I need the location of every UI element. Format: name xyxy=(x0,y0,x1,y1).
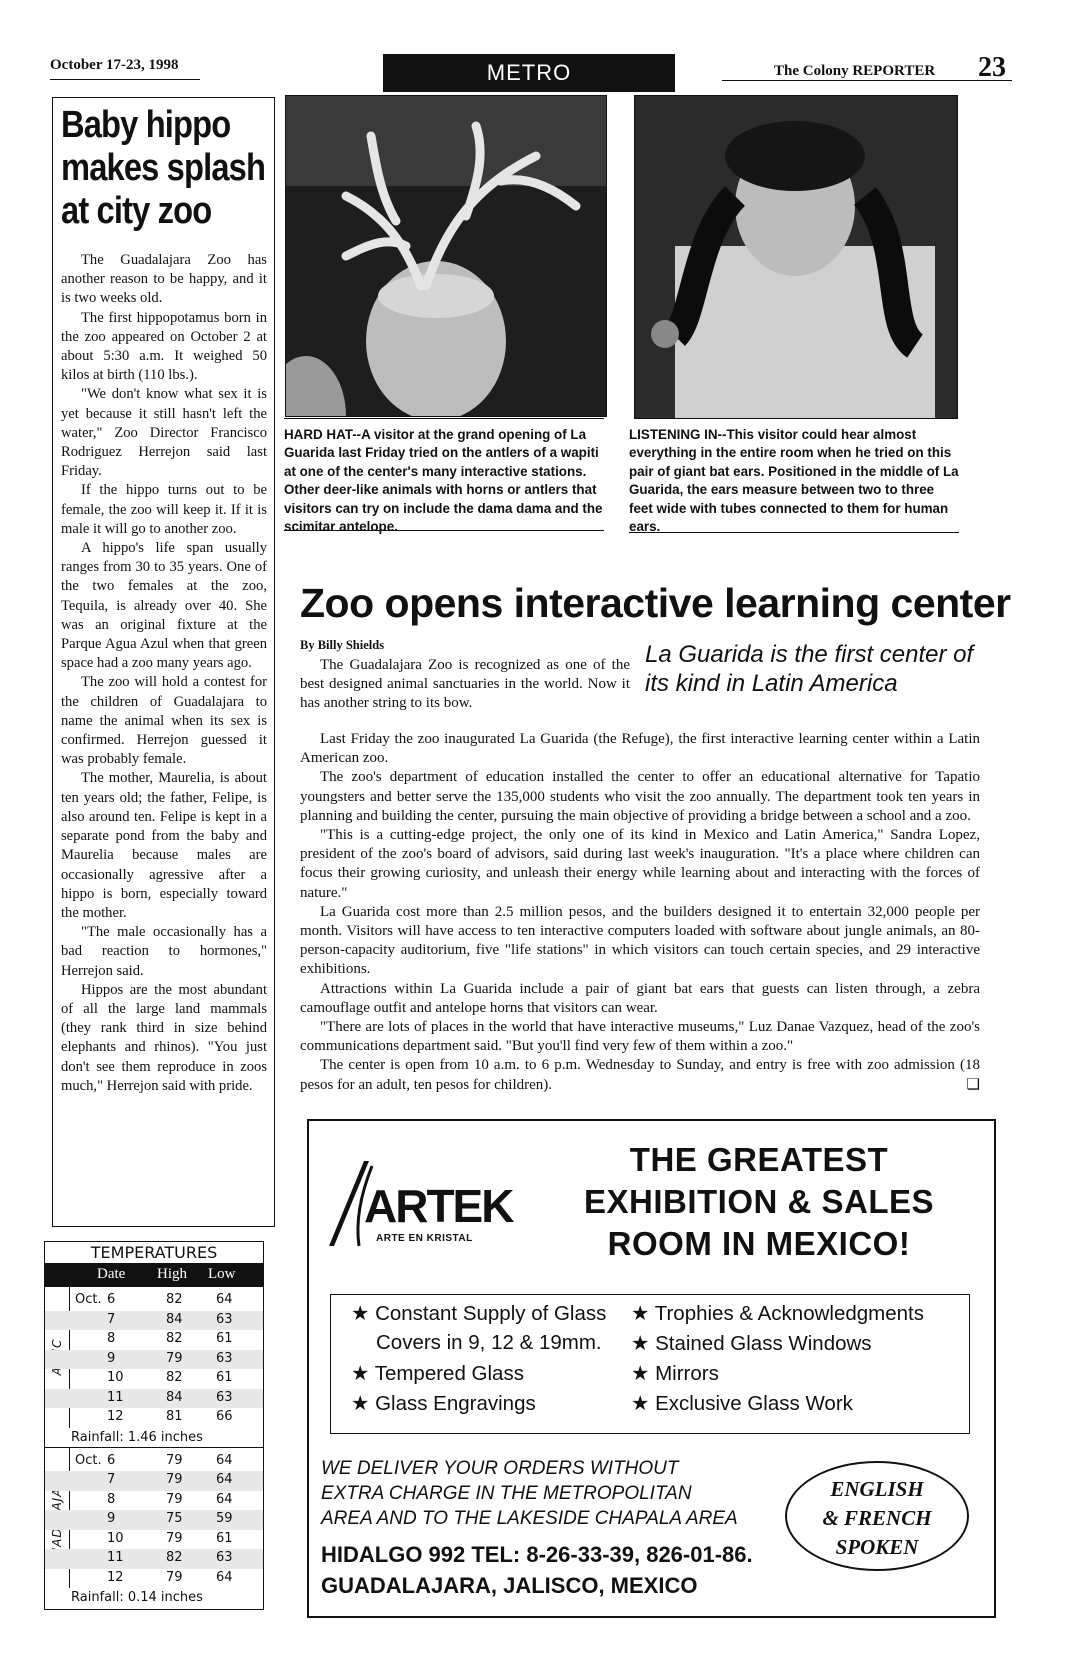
temperature-month: Oct. xyxy=(75,1452,102,1468)
header-rule-left xyxy=(50,79,200,80)
ad-delivery-line: AREA AND TO THE LAKESIDE CHAPALA AREA xyxy=(321,1508,738,1529)
issue-date: October 17-23, 1998 xyxy=(50,57,179,73)
ajijic-rows xyxy=(45,1291,263,1428)
languages-badge-line: SPOKEN xyxy=(835,1535,919,1559)
temperature-high: 84 xyxy=(166,1311,183,1327)
ad-service-item: ★ Tempered Glass xyxy=(351,1362,524,1385)
ad-service-item: Covers in 9, 12 & 19mm. xyxy=(376,1331,602,1354)
col-low: Low xyxy=(208,1266,236,1282)
temperature-row xyxy=(45,1510,263,1530)
hippo-paragraph: A hippo's life span usually ranges from 30 to 35 years. One of the two females at the zoo, Tequila, is already over 40. She was an original fixture at the Parque Agua Azul when that green space had a zoo many years ago. xyxy=(61,540,267,672)
hippo-paragraph: The first hippopotamus born in the zoo appeared on October 2 at about 5:30 a.m. It weighed 50 kilos at birth (110 lbs.). xyxy=(61,309,267,384)
zoo-paragraph: "This is a cutting-edge project, the only one of its kind in Mexico and Latin America," Sandra Lopez, president of the zoo's board of advisors, said during last week's inauguration. "It's a place where children can focus their growing curiosity, and unleash their energy while learning about and interacting with the forces of nature." xyxy=(300,827,980,901)
temperatures-title: TEMPERATURES xyxy=(90,1243,218,1262)
temperature-high: 79 xyxy=(166,1530,183,1546)
caption-rule-left-bottom xyxy=(284,530,604,531)
ajijic-block xyxy=(45,1286,263,1447)
header-rule-right xyxy=(722,80,1012,81)
temperature-day: 12 xyxy=(107,1409,124,1424)
temperature-high: 81 xyxy=(166,1409,183,1424)
temperature-high: 79 xyxy=(166,1472,183,1487)
temperature-row xyxy=(45,1569,263,1589)
ad-headline-line: THE GREATEST xyxy=(629,1141,889,1178)
end-mark-icon: ❑ xyxy=(966,1076,980,1093)
ad-address-line: HIDALGO 992 TEL: 8-26-33-39, 826-01-86. xyxy=(321,1542,753,1567)
zoo-paragraph: "There are lots of places in the world that have interactive museums," Luz Danae Vazquez, head of the zoo's communications department said. "But you'll find very few of them within a zoo." xyxy=(300,1019,980,1055)
ad-service-item: ★ Stained Glass Windows xyxy=(631,1332,872,1355)
bat-ears-photo xyxy=(634,95,958,419)
temperature-day: 10 xyxy=(107,1370,124,1385)
temperature-day: 11 xyxy=(107,1550,124,1565)
temperature-row xyxy=(45,1549,263,1569)
hippo-headline xyxy=(61,104,276,233)
zoo-paragraph xyxy=(300,1056,980,1094)
temperature-low: 63 xyxy=(216,1311,233,1327)
ad-services-box xyxy=(330,1294,970,1434)
temperature-low: 64 xyxy=(216,1491,233,1507)
ad-address xyxy=(321,1539,753,1601)
temperature-day: 7 xyxy=(107,1472,116,1487)
hippo-paragraph: If the hippo turns out to be female, the zoo will keep it. If it is male it will go to another zoo. xyxy=(61,482,267,537)
temperatures-column-headers xyxy=(45,1263,263,1286)
ad-address-line: GUADALAJARA, JALISCO, MEXICO xyxy=(321,1573,698,1598)
section-banner: METRO xyxy=(383,54,675,92)
hippo-headline-line: Baby hippo xyxy=(61,104,231,146)
temperature-low: 63 xyxy=(216,1389,233,1405)
hippo-headline-line: at city zoo xyxy=(61,190,212,232)
caption-hard-hat: HARD HAT--A visitor at the grand opening of La Guarida last Friday tried on the antlers of a wapiti at one of the center's many interactive stations. Other deer-like animals with horns or antlers that visitors can try on include the dama dama and the scimitar antelope. xyxy=(284,427,603,535)
ad-headline-line: EXHIBITION & SALES xyxy=(583,1183,935,1220)
hippo-paragraph: The Guadalajara Zoo has another reason to be happy, and it is two weeks old. xyxy=(61,252,267,307)
temperature-month: Oct. xyxy=(75,1292,102,1307)
col-high: High xyxy=(157,1266,187,1282)
temperature-low: 61 xyxy=(216,1530,233,1546)
ad-service-item: ★ Exclusive Glass Work xyxy=(631,1392,853,1415)
temperature-high: 82 xyxy=(166,1292,183,1307)
temperature-row xyxy=(45,1530,263,1550)
hippo-paragraph: The zoo will hold a contest for the children of Guadalajara to name the animal when its sex is confirmed. Herrejon guessed it was probably female. xyxy=(61,674,267,768)
artek-logo-text: ARTEK xyxy=(364,1180,513,1232)
temperature-day: 8 xyxy=(107,1491,116,1507)
zoo-pullquote: La Guarida is the first center of its kind in Latin America xyxy=(645,641,974,697)
temperature-row xyxy=(45,1330,263,1350)
temperature-low: 63 xyxy=(216,1350,233,1366)
temperature-row xyxy=(45,1369,263,1389)
artek-advertisement xyxy=(307,1119,996,1618)
caption-rule-right-bottom xyxy=(629,532,959,533)
page-number: 23 xyxy=(978,52,1006,83)
ad-service-item: ★ Mirrors xyxy=(631,1362,719,1385)
temperature-high: 84 xyxy=(166,1389,183,1405)
zoo-body xyxy=(300,730,980,1095)
temperature-row xyxy=(45,1471,263,1491)
temperature-day: 9 xyxy=(107,1350,116,1366)
temperature-low: 63 xyxy=(216,1550,233,1565)
temperature-low: 64 xyxy=(216,1292,233,1307)
temperature-row xyxy=(45,1452,263,1472)
languages-badge xyxy=(785,1461,969,1571)
guadalajara-rainfall: Rainfall: 0.14 inches xyxy=(71,1590,203,1605)
ad-delivery-line: WE DELIVER YOUR ORDERS WITHOUT xyxy=(321,1458,679,1479)
zoo-paragraph: Attractions within La Guarida include a pair of giant bat ears that guests can listen through, a zebra camouflage outfit and antelope horns that visitors can wear. xyxy=(300,980,980,1016)
hippo-headline-line: makes splash xyxy=(61,147,266,189)
languages-badge-line: ENGLISH xyxy=(830,1477,924,1501)
temperature-row xyxy=(45,1350,263,1370)
temperature-row xyxy=(45,1408,263,1428)
temperature-low: 66 xyxy=(216,1409,233,1424)
temperature-day: 6 xyxy=(107,1452,116,1468)
temperature-day: 12 xyxy=(107,1569,124,1585)
antlers-photo xyxy=(285,95,607,417)
temperature-row xyxy=(45,1491,263,1511)
artek-logo-subtext: ARTE EN KRISTAL xyxy=(376,1233,473,1244)
ad-service-item: ★ Glass Engravings xyxy=(351,1392,536,1415)
temperature-low: 64 xyxy=(216,1452,233,1468)
zoo-byline: By Billy Shields xyxy=(300,638,385,652)
temperature-high: 79 xyxy=(166,1452,183,1468)
temperature-high: 75 xyxy=(166,1511,183,1526)
zoo-paragraph: Last Friday the zoo inaugurated La Guarida (the Refuge), the first interactive learning center within a Latin American zoo. xyxy=(300,731,980,767)
ad-delivery-notice xyxy=(321,1456,771,1531)
temperature-low: 61 xyxy=(216,1370,233,1385)
temperature-day: 6 xyxy=(107,1292,116,1307)
ad-headline xyxy=(539,1139,979,1265)
temperature-low: 64 xyxy=(216,1569,233,1585)
temperature-high: 82 xyxy=(166,1550,183,1565)
ajijic-rainfall: Rainfall: 1.46 inches xyxy=(71,1429,203,1445)
temperatures-table xyxy=(44,1241,264,1610)
hippo-paragraph: The mother, Maurelia, is about ten years old; the father, Felipe, is also around ten. Felipe is kept in a separate pond from the baby and Maurelia because males are occasionally agressive after a hippo is born, especially toward the mother. xyxy=(61,770,267,921)
temperature-day: 11 xyxy=(107,1389,124,1405)
ad-headline-line: ROOM IN MEXICO! xyxy=(607,1225,911,1262)
temperature-day: 7 xyxy=(107,1311,116,1327)
temperature-high: 79 xyxy=(166,1350,183,1366)
bat-ears-photo-image xyxy=(635,96,957,418)
artek-logo xyxy=(324,1151,524,1261)
guadalajara-block xyxy=(45,1447,263,1608)
temperature-day: 10 xyxy=(107,1530,124,1546)
caption-listening-in: LISTENING IN--This visitor could hear almost everything in the entire room when he tried on this pair of giant bat ears. Positioned in the middle of La Guarida, the ears measure between two to three feet wide with tubes connected to them for human ears. xyxy=(629,427,959,535)
temperature-day: 8 xyxy=(107,1331,116,1346)
temperature-high: 82 xyxy=(166,1370,183,1385)
zoo-lead-paragraph: The Guadalajara Zoo is recognized as one of the best designed animal sanctuaries in the world. Now it has another string to its bow. xyxy=(300,657,630,711)
zoo-paragraph: The zoo's department of education installed the center to offer an educational alternative for Tapatio youngsters and better serve the 135,000 students who visit the zoo annually. The department took ten years in planning and building the center, pursuing the main objective of providing a bridge between a school and a zoo. xyxy=(300,769,980,824)
temperature-low: 61 xyxy=(216,1331,233,1346)
temperature-high: 82 xyxy=(166,1331,183,1346)
temperature-row xyxy=(45,1389,263,1409)
zoo-paragraph: La Guarida cost more than 2.5 million pesos, and the builders designed it to entertain 32,000 people per month. Visitors will have access to ten interactive computers loaded with software about jungle animals, an 80-person-capacity auditorium, five "life stations" in which visitors can touch certain species, and 29 interactive exhibitions. xyxy=(300,903,980,978)
temperature-row xyxy=(45,1311,263,1331)
temperature-row xyxy=(45,1291,263,1311)
hippo-paragraph: Hippos are the most abundant of all the large land mammals (they rank third in size behind elephants and rhinos). "You just don't see them reproduce in zoos much," Herrejon said with pride. xyxy=(61,981,267,1094)
temperature-low: 64 xyxy=(216,1472,233,1487)
paper-name: The Colony REPORTER xyxy=(774,63,936,79)
zoo-headline: Zoo opens interactive learning center xyxy=(300,580,1011,626)
hippo-paragraph: "We don't know what sex it is yet because it still hasn't left the water," Zoo Director Francisco Rodriguez Herrejon said last Friday. xyxy=(61,386,267,480)
ad-service-item: ★ Trophies & Acknowledgments xyxy=(631,1302,924,1325)
hippo-article xyxy=(52,97,275,1227)
languages-badge-line: & FRENCH xyxy=(822,1506,932,1530)
caption-rule-left xyxy=(284,418,604,419)
temperature-day: 9 xyxy=(107,1511,116,1526)
col-date: Date xyxy=(97,1266,126,1282)
guadalajara-rows xyxy=(45,1452,263,1589)
ad-delivery-line: EXTRA CHARGE IN THE METROPOLITAN xyxy=(321,1483,692,1504)
temperature-low: 59 xyxy=(216,1511,233,1526)
ad-service-item: ★ Constant Supply of Glass xyxy=(351,1302,607,1325)
hippo-paragraph: "The male occasionally has a bad reaction to hormones," Herrejon said. xyxy=(61,924,267,979)
temperature-high: 79 xyxy=(166,1569,183,1585)
zoo-last-paragraph-text: The center is open from 10 a.m. to 6 p.m. Wednesday to Sunday, and entry is free with zoo admission (18 pesos for an adult, ten pesos for children). xyxy=(300,1057,980,1093)
temperature-high: 79 xyxy=(166,1491,183,1507)
antlers-photo-image xyxy=(286,96,606,416)
